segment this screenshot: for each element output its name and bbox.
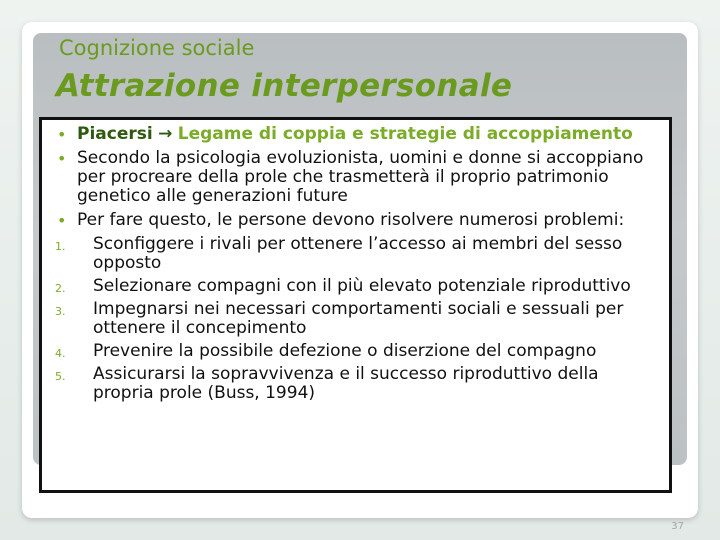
item-number: 5. (55, 370, 66, 383)
bullet-item (55, 211, 660, 230)
item-number: 2. (55, 282, 66, 295)
bullet-item (55, 149, 660, 206)
slide-supertitle: Cognizione sociale (59, 36, 255, 60)
numbered-item (55, 365, 660, 403)
numbered-text: Prevenire la possibile defezione o diserzione del compagno (93, 341, 597, 361)
bullet-text: Secondo la psicologia evoluzionista, uomini e donne si accoppiano per procreare della prole che trasmetterà il proprio patrimonio genetico alle generazioni future (77, 148, 644, 206)
page-number: 37 (671, 521, 684, 532)
numbered-item (55, 300, 660, 338)
bullet-item-piacersi (55, 125, 660, 144)
slide-title: Attrazione interpersonale (56, 68, 513, 104)
bullet-icon: • (57, 211, 67, 230)
bullet-text: Per fare questo, le persone devono risolvere numerosi problemi: (77, 210, 625, 230)
content-body (55, 125, 660, 407)
item-number: 4. (55, 347, 66, 360)
numbered-item (55, 342, 660, 361)
numbered-item (55, 277, 660, 296)
numbered-text: Sconfiggere i rivali per ottenere l’accesso ai membri del sesso opposto (93, 234, 623, 273)
item-number: 3. (55, 305, 66, 318)
bullet-icon: • (57, 149, 67, 168)
bullet-term: Piacersi (77, 124, 153, 144)
numbered-text: Selezionare compagni con il più elevato potenziale riproduttivo (93, 276, 631, 296)
numbered-text: Impegnarsi nei necessari comportamenti sociali e sessuali per ottenere il concepimento (93, 299, 624, 338)
bullet-icon: • (57, 125, 67, 144)
arrow-right-icon: → (158, 124, 173, 144)
content-box (39, 117, 672, 493)
item-number: 1. (55, 240, 66, 253)
numbered-text: Assicurarsi la sopravvivenza e il successo riproduttivo della propria prole (Buss, 1994) (93, 364, 599, 403)
numbered-item (55, 235, 660, 273)
bullet-detail: Legame di coppia e strategie di accoppiamento (177, 124, 633, 144)
